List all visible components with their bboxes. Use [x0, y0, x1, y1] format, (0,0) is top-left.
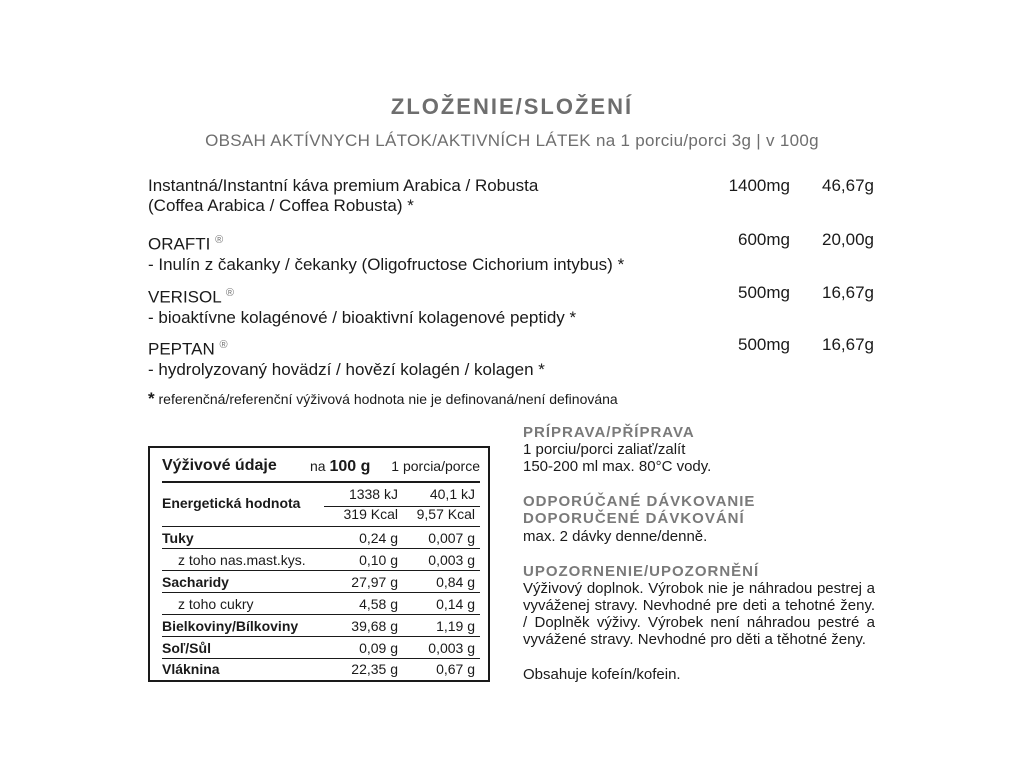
energy-kj-100: 1338 kJ [348, 486, 398, 502]
ingredient-row [148, 176, 878, 216]
ingredient-detail: - hydrolyzovaný hovädzí / hovězí kolagén / kolagen * [148, 359, 545, 379]
nutrient-label: Vláknina [162, 661, 220, 677]
warning-caffeine: Obsahuje kofeín/kofein. [523, 666, 681, 683]
ingredient-mg: 1400mg [728, 176, 790, 195]
registered-mark: ® [225, 287, 234, 299]
ingredient-g: 20,00g [822, 230, 874, 249]
ingredient-mg: 600mg [738, 230, 790, 249]
ingredient-g: 46,67g [822, 176, 874, 195]
page-title: ZLOŽENIE/SLOŽENÍ [390, 94, 634, 119]
ingredient-detail: (Coffea Arabica / Coffea Robusta) * [148, 196, 414, 215]
nutrient-label: Soľ/Sůl [162, 640, 211, 656]
divider [162, 592, 480, 593]
nutrient-value-100g: 27,97 g [351, 574, 398, 590]
divider [162, 526, 480, 527]
divider [162, 548, 480, 549]
energy-kcal-100: 319 Kcal [343, 506, 398, 522]
nutrient-label: z toho cukry [178, 596, 254, 612]
divider [162, 636, 480, 637]
nutrient-label: z toho nas.mast.kys. [178, 552, 306, 568]
divider [324, 506, 480, 507]
energy-label: Energetická hodnota [162, 495, 301, 511]
nutrient-value-portion: 0,84 g [436, 574, 475, 590]
divider [162, 481, 480, 483]
nutrient-value-100g: 22,35 g [351, 661, 398, 677]
nutrient-value-portion: 0,003 g [428, 640, 475, 656]
ingredient-name: PEPTAN [148, 339, 215, 359]
warning-heading: UPOZORNENIE/UPOZORNĚNÍ [523, 563, 760, 580]
preparation-line: 1 porciu/porci zaliať/zalít [523, 441, 686, 458]
energy-kcal-portion: 9,57 Kcal [416, 506, 475, 522]
ingredient-row [148, 335, 878, 380]
ingredient-detail: - bioaktívne kolagénové / bioaktivní kolagenové peptidy * [148, 307, 577, 327]
footnote [148, 389, 618, 409]
dosage-heading: DOPORUČENÉ DÁVKOVÁNÍ [523, 510, 745, 527]
nutrient-value-100g: 4,58 g [359, 596, 398, 612]
ingredient-row [148, 283, 878, 328]
footnote-star: * [148, 389, 155, 408]
ingredient-mg: 500mg [738, 335, 790, 354]
subtitle: OBSAH AKTÍVNYCH LÁTOK/AKTIVNÍCH LÁTEK na 1 porciu/porci 3g | v 100g [205, 131, 819, 150]
divider [162, 658, 480, 659]
nutrient-value-portion: 0,007 g [428, 530, 475, 546]
dosage-text: max. 2 dávky denne/denně. [523, 528, 708, 545]
nutrient-value-portion: 0,67 g [436, 661, 475, 677]
registered-mark: ® [215, 234, 224, 246]
preparation-heading: PRÍPRAVA/PŘÍPRAVA [523, 424, 695, 441]
nutrient-label: Bielkoviny/Bílkoviny [162, 618, 299, 634]
nutrient-value-portion: 0,14 g [436, 596, 475, 612]
nutrient-label: Tuky [162, 530, 194, 546]
nutrition-table [148, 446, 490, 682]
energy-kj-portion: 40,1 kJ [429, 486, 475, 502]
nutrition-title: Výživové údaje [162, 457, 277, 474]
col-100g-header: na 100 g [310, 458, 371, 475]
divider [162, 614, 480, 615]
nutrient-value-portion: 0,003 g [428, 552, 475, 568]
footnote-text: referenčná/referenční výživová hodnota nie je definovaná/není definována [158, 391, 618, 407]
dosage-heading: ODPORÚČANÉ DÁVKOVANIE [523, 493, 756, 510]
registered-mark: ® [219, 339, 228, 351]
ingredient-name: Instantná/Instantní káva premium Arabica / Robusta [148, 176, 539, 195]
nutrient-value-100g: 0,09 g [359, 640, 398, 656]
divider [162, 570, 480, 571]
ingredient-name: ORAFTI [148, 234, 211, 254]
col-portion-header: 1 porcia/porce [391, 458, 480, 474]
nutrient-label: Sacharidy [162, 574, 229, 590]
nutrient-value-portion: 1,19 g [436, 618, 475, 634]
ingredient-detail: - Inulín z čakanky / čekanky (Oligofructose Cichorium intybus) * [148, 254, 625, 274]
preparation-line: 150-200 ml max. 80°C vody. [523, 458, 712, 475]
ingredient-g: 16,67g [822, 283, 874, 302]
nutrient-value-100g: 39,68 g [351, 618, 398, 634]
ingredient-row [148, 230, 878, 275]
ingredient-mg: 500mg [738, 283, 790, 302]
nutrient-value-100g: 0,10 g [359, 552, 398, 568]
ingredient-g: 16,67g [822, 335, 874, 354]
warning-text: Výživový doplnok. Výrobok nie je náhradou pestrej a vyváženej stravy. Nevhodné pre deti a tehotné ženy. / Doplněk výživy. Výrobek není náhradou pestré a vyvážené stravy. Nevhodné pro děti a těhotné ženy. [523, 580, 875, 648]
ingredient-name: VERISOL [148, 287, 222, 307]
nutrient-value-100g: 0,24 g [359, 530, 398, 546]
